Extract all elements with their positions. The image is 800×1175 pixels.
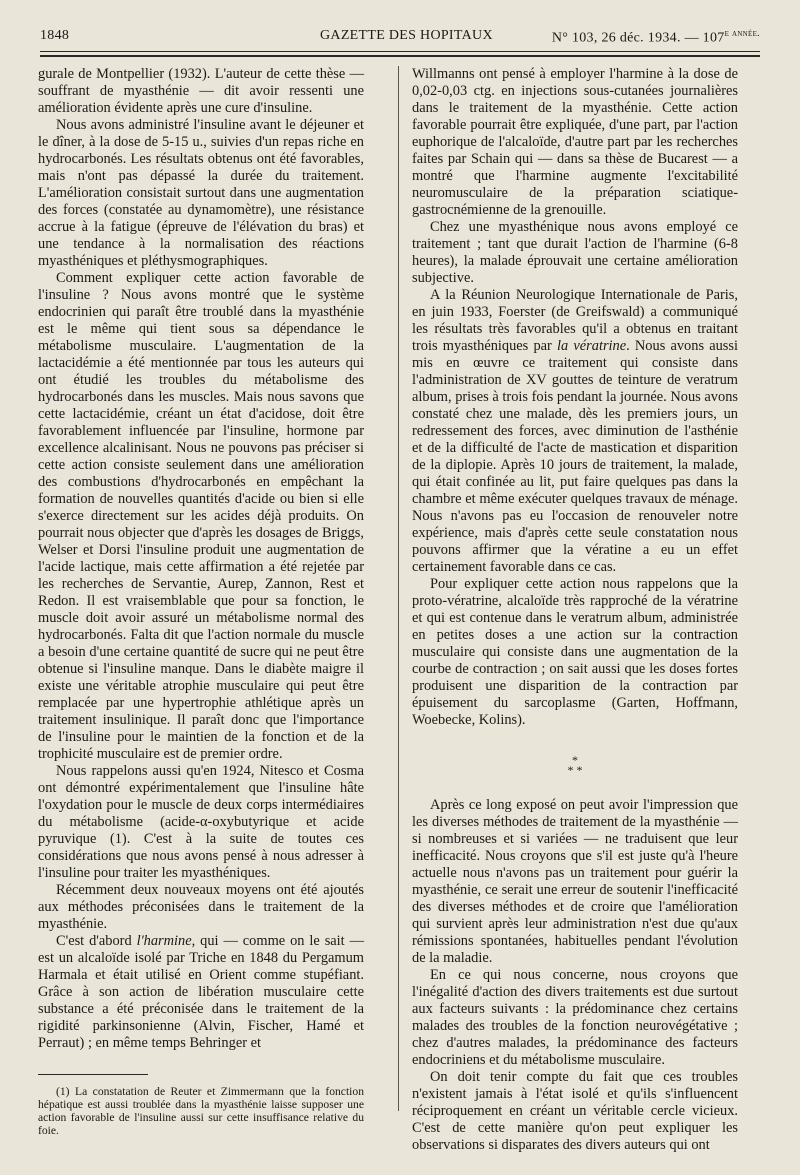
issue-info [552, 28, 760, 47]
asterism-top: * [572, 753, 578, 767]
footnote-rule [38, 1074, 148, 1075]
paragraph: Pour expliquer cette action nous rappelons que la proto-vératrine, alcaloïde très rapproché de la vératrine et qui est contenue dans le veratrum album, administrée en petites doses a une action sur la contraction musculaire qui consiste dans une augmentation de la courbe de contraction ; on sait aussi que les doses fortes produisent une disparition de la contraction par épuisement du sarcoplasme (Garten, Hoffmann, Woebecke, Kolins). [412, 576, 738, 728]
issue-number: N° 103, 26 déc. 1934. — 107 [551, 30, 725, 46]
page-number: 1848 [40, 28, 70, 43]
paragraph: gurale de Montpellier (1932). L'auteur de cette thèse — souffrant de myasthénie — dit avoir ressenti une amélioration évidente après une cure d'insuline. [38, 66, 364, 116]
journal-title: GAZETTE DES HOPITAUX [320, 28, 493, 43]
paragraph: Chez une myasthénique nous avons employé ce traitement ; tant que durait l'action de l'harmine (6-8 heures), la malade éprouvait une certaine amélioration subjective. [412, 219, 738, 286]
header-rule-thick [40, 55, 760, 57]
paragraph: Nous rappelons aussi qu'en 1924, Nitesco et Cosma ont démontré expérimentalement que l'insuline hâte l'oxydation pour le muscle de deux corps intermédiaires du métabolisme (acide-α-oxybutyrique et acide pyruvique (1). C'est à la suite de toutes ces considérations que nous avons pensé à nous adresser à l'insuline pour traiter les myasthéniques. [38, 763, 364, 881]
emphasis-veratrine: la vératrine [557, 338, 627, 354]
text-run: A la Réunion Neurologique Internationale de Paris, en juin 1933, Foerster (de Greifswald) a communiqué les résultats très favorables qu'il a obtenus en traitant trois myasthéniques par [412, 287, 738, 354]
paragraph [38, 933, 364, 1052]
emphasis-harmine: l'harmine [136, 933, 192, 949]
header-rule-thin [40, 51, 760, 52]
text-run: , qui — comme on le sait — est un alcaloïde isolé par Triche en 1848 du Pergamum Harmala et était utilisé en Orient comme stupéfiant. Grâce à son action de libération musculaire cette substance a été préconisée dans le traitement de la rigidité parkinsonienne (Alvin, Fischer, Hamé et Perraut) ; en même temps Behringer et [38, 933, 364, 1051]
paragraph: Comment expliquer cette action favorable de l'insuline ? Nous avons montré que le système endocrinien qui paraît être troublé dans la myasthénie est le même qui tient sous sa dépendance le métabolisme musculaire. L'augmentation de la lactacidémie a été mentionnée par tous les auteurs qui ont étudié les troubles du métabolisme des hydrocarbonés dans les muscles. Mais nous savons que cette lactacidémie, créant un état d'acidose, doit être favorablement influencée par l'insuline, hormone par excellence alcalinisant. Nous ne pouvons pas préciser si cette action consiste seulement dans une amélioration des combustions d'hydrocarbonés en empêchant la formation de nouvelles quantités d'acide ou bien si elle s'exerce directement sur les acides déjà produits. On pourrait nous objecter que d'après les dosages de Briggs, Welser et Dorsi l'insuline produit une augmentation de l'acide lactique, mais cette affirmation a été rejetée par les recherches de Servantie, Aurep, Zannon, Rest et Redon. Il est vraisemblable que pour sa fonction, le muscle doit avoir assuré un métabolisme normal des hydrocarbonés. Falta dit que l'action normale du muscle a besoin d'une certaine quantité de sucre qui ne peut être obtenue si l'insuline manque. Dans le diabète maigre il existe une véritable atrophie musculaire qui peut être remplacée par une hypertrophie athlétique après un traitement insulinique. Il paraît donc que l'importance de l'insuline pour le maintien de la fonction et de la trophicité musculaire est de premier ordre. [38, 270, 364, 762]
running-header [40, 28, 760, 50]
paragraph: Récemment deux nouveaux moyens ont été ajoutés aux méthodes préconisées dans le traitement de la myasthénie. [38, 882, 364, 932]
right-column [412, 66, 738, 1153]
paragraph: Nous avons administré l'insuline avant le déjeuner et le dîner, à la dose de 5-15 u., suivies d'un repas riche en hydrocarbonés. Les résultats obtenus ont été favorables, mais n'ont pas dépassé la durée du traitement. L'amélioration consistait surtout dans une augmentation des forces (constatée au dynamomètre), une résistance accrue à la fatigue (épreuve de l'élévation du bras) et une tendance à la normalisation des réactions myasthéniques et pléthysmographiques. [38, 117, 364, 269]
left-column [38, 66, 364, 1137]
paragraph: En ce qui nous concerne, nous croyons que l'inégalité d'action des divers traitements est due surtout aux facteurs suivants : la prédominance chez certains malades des troubles de la fonction neurovégétative ; chez d'autres malades, la prédominance des facteurs endocriniens et du métabolisme musculaire. [412, 967, 738, 1068]
text-run: C'est d'abord [56, 933, 137, 949]
column-divider [398, 66, 399, 1111]
asterism-bottom: * * [567, 763, 583, 777]
paragraph [412, 287, 738, 576]
footnote: (1) La constatation de Reuter et Zimmermann que la fonction hépatique est aussi troublée dans la myasthénie laisse supposer une action favorable de l'insuline aussi sur cette insuffisance relative du foie. [38, 1085, 364, 1137]
section-break-asterism [412, 755, 738, 775]
paragraph: Après ce long exposé on peut avoir l'impression que les diverses méthodes de traitement de la myasthénie — si nombreuses et si variées — ne traduisent que leur inefficacité. Nous croyons que s'il est juste qu'à l'heure actuelle nous n'avons pas un traitement pour guérir la myasthénie, ce serait une erreur de soutenir l'inefficacité des diverses méthodes et de croire que l'amélioration qui survient après leur administration n'est due qu'aux rémissions spontanées, habituelles pendant l'évolution de la maladie. [412, 797, 738, 966]
paragraph: Willmanns ont pensé à employer l'harmine à la dose de 0,02-0,03 ctg. en injections sous-cutanées journalières dans le traitement de la myasthénie. Cette action favorable pourrait être expliquée, d'une part, par l'action euphorique de l'alcaloïde, d'autre part par les recherches faites par Schain qui — dans sa thèse de Bucarest — a montré que l'harmine augmente l'excitabilité neuromusculaire de la préparation sciatique-gastrocnémienne de la grenouille. [412, 66, 738, 218]
text-run: . Nous avons aussi mis en œuvre ce traitement qui consiste dans l'administration de XV gouttes de teinture de veratrum album, prises à trois fois pendant la journée. Nous avons constaté chez une malade, dès les premiers jours, un redressement des forces, avec diminution de l'asthénie et de la difficulté de l'acte de mastication et disparition de la diplopie. Après 10 jours de traitement, la malade, qui était confinée au lit, put faire quelques pas dans la chambre et même exécuter quelques travaux de ménage. Nous n'avons pas eu l'occasion de renouveler notre expérience, mais d'après cette seule constatation nous pouvons affirmer que la vératine a eu un effet certainement favorable dans ce cas. [412, 338, 738, 575]
issue-suffix: e année. [724, 28, 760, 39]
paragraph: On doit tenir compte du fait que ces troubles n'existent jamais à l'état isolé et qu'ils s'influencent réciproquement en créant un véritable cercle vicieux. C'est de cette manière qu'on peut expliquer les observations si disparates des divers auteurs qui ont [412, 1069, 738, 1153]
